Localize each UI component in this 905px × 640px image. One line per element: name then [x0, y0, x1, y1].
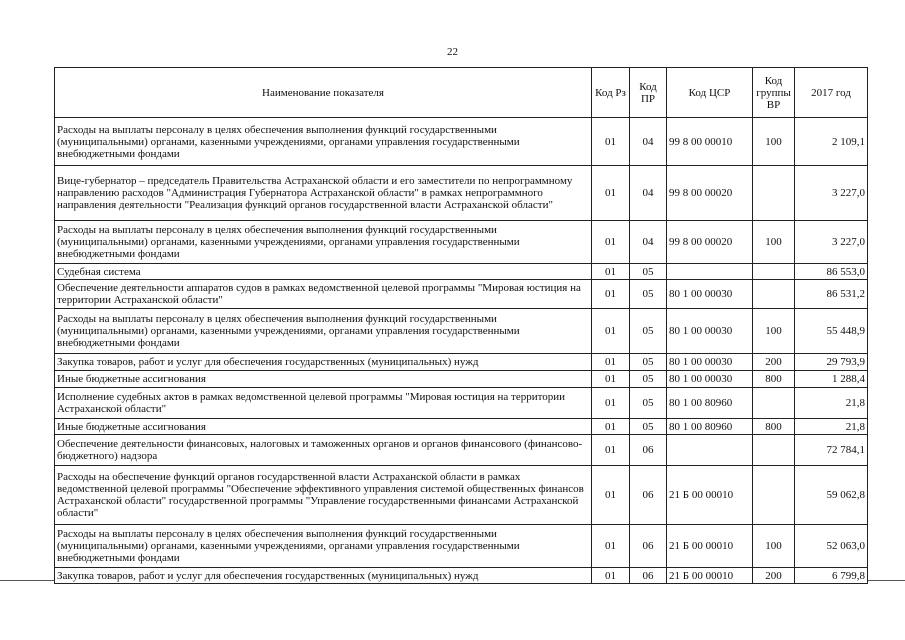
- row-amount: 3 227,0: [795, 166, 868, 221]
- row-vr: 100: [753, 118, 795, 166]
- row-rz: 01: [592, 166, 630, 221]
- row-csr: 21 Б 00 00010: [667, 525, 753, 568]
- row-pr: 04: [630, 166, 667, 221]
- row-name: Вице-губернатор – председатель Правительства Астраханской области и его заместители по непрограммному направлению расходов "Администрация Губернатора Астраханской области" в рамках непрограммного направления деятельности "Реализация функций органов государственной власти Астраханской области": [55, 166, 592, 221]
- row-name: Закупка товаров, работ и услуг для обеспечения государственных (муниципальных) нужд: [55, 568, 592, 584]
- row-vr: [753, 280, 795, 309]
- row-csr: 80 1 00 00030: [667, 309, 753, 354]
- row-vr: 800: [753, 371, 795, 388]
- row-pr: 05: [630, 419, 667, 435]
- table-row: [55, 221, 868, 264]
- row-csr: 80 1 00 80960: [667, 419, 753, 435]
- row-name: Расходы на выплаты персоналу в целях обеспечения выполнения функций государственными (муниципальными) органами, казенными учреждениями, органами управления государственными внебюджетными фондами: [55, 221, 592, 264]
- table-row: [55, 525, 868, 568]
- row-csr: [667, 264, 753, 280]
- row-pr: 06: [630, 525, 667, 568]
- row-csr: 99 8 00 00020: [667, 166, 753, 221]
- table-header-row: [55, 68, 868, 118]
- header-rz: Код Рз: [592, 68, 630, 118]
- row-vr: 200: [753, 568, 795, 584]
- row-vr: [753, 466, 795, 525]
- table-row: [55, 309, 868, 354]
- row-vr: [753, 264, 795, 280]
- row-rz: 01: [592, 309, 630, 354]
- row-pr: 06: [630, 568, 667, 584]
- table-row: [55, 280, 868, 309]
- row-name: Расходы на выплаты персоналу в целях обеспечения выполнения функций государственными (муниципальными) органами, казенными учреждениями, органами управления государственными внебюджетными фондами: [55, 309, 592, 354]
- row-csr: [667, 435, 753, 466]
- row-amount: 86 553,0: [795, 264, 868, 280]
- row-vr: [753, 388, 795, 419]
- table-row: [55, 435, 868, 466]
- row-rz: 01: [592, 221, 630, 264]
- row-amount: 55 448,9: [795, 309, 868, 354]
- row-pr: 04: [630, 118, 667, 166]
- row-pr: 05: [630, 371, 667, 388]
- row-name: Обеспечение деятельности аппаратов судов в рамках ведомственной целевой программы "Мировая юстиция на территории Астраханской области": [55, 280, 592, 309]
- row-name: Судебная система: [55, 264, 592, 280]
- table-row: [55, 568, 868, 584]
- row-csr: 99 8 00 00020: [667, 221, 753, 264]
- table-row: [55, 371, 868, 388]
- row-pr: 05: [630, 354, 667, 371]
- row-vr: 100: [753, 221, 795, 264]
- row-amount: 3 227,0: [795, 221, 868, 264]
- row-csr: 80 1 00 00030: [667, 371, 753, 388]
- table-row: [55, 419, 868, 435]
- row-vr: 100: [753, 309, 795, 354]
- row-csr: 99 8 00 00010: [667, 118, 753, 166]
- row-rz: 01: [592, 264, 630, 280]
- row-amount: 86 531,2: [795, 280, 868, 309]
- row-amount: 1 288,4: [795, 371, 868, 388]
- row-amount: 2 109,1: [795, 118, 868, 166]
- row-csr: 80 1 00 00030: [667, 280, 753, 309]
- row-amount: 52 063,0: [795, 525, 868, 568]
- header-pr: Код ПР: [630, 68, 667, 118]
- row-pr: 05: [630, 388, 667, 419]
- row-rz: 01: [592, 419, 630, 435]
- row-name: Расходы на выплаты персоналу в целях обеспечения выполнения функций государственными (муниципальными) органами, казенными учреждениями, органами управления государственными внебюджетными фондами: [55, 525, 592, 568]
- header-name: Наименование показателя: [55, 68, 592, 118]
- row-amount: 59 062,8: [795, 466, 868, 525]
- row-rz: 01: [592, 354, 630, 371]
- row-pr: 05: [630, 309, 667, 354]
- table-row: [55, 118, 868, 166]
- row-rz: 01: [592, 371, 630, 388]
- row-csr: 80 1 00 00030: [667, 354, 753, 371]
- row-name: Обеспечение деятельности финансовых, налоговых и таможенных органов и органов финансового (финансово-бюджетного) надзора: [55, 435, 592, 466]
- table-row: [55, 388, 868, 419]
- table-row: [55, 466, 868, 525]
- header-csr: Код ЦСР: [667, 68, 753, 118]
- row-csr: 21 Б 00 00010: [667, 568, 753, 584]
- row-pr: 06: [630, 435, 667, 466]
- row-amount: 72 784,1: [795, 435, 868, 466]
- table-row: [55, 354, 868, 371]
- row-amount: 21,8: [795, 419, 868, 435]
- row-amount: 6 799,8: [795, 568, 868, 584]
- header-vr: Код группы ВР: [753, 68, 795, 118]
- row-name: Расходы на обеспечение функций органов государственной власти Астраханской области в рамках ведомственной целевой программы "Обеспечение эффективного управления системой общественных финансов Астраханской области" государственной программы "Управление государственными финансами Астраханской области": [55, 466, 592, 525]
- table-row: [55, 166, 868, 221]
- row-name: Иные бюджетные ассигнования: [55, 419, 592, 435]
- row-name: Иные бюджетные ассигнования: [55, 371, 592, 388]
- row-csr: 80 1 00 80960: [667, 388, 753, 419]
- row-vr: 100: [753, 525, 795, 568]
- row-rz: 01: [592, 388, 630, 419]
- row-pr: 06: [630, 466, 667, 525]
- row-csr: 21 Б 00 00010: [667, 466, 753, 525]
- row-amount: 21,8: [795, 388, 868, 419]
- row-pr: 04: [630, 221, 667, 264]
- row-rz: 01: [592, 435, 630, 466]
- row-rz: 01: [592, 466, 630, 525]
- row-amount: 29 793,9: [795, 354, 868, 371]
- table-row: [55, 264, 868, 280]
- row-vr: [753, 435, 795, 466]
- row-rz: 01: [592, 568, 630, 584]
- row-name: Закупка товаров, работ и услуг для обеспечения государственных (муниципальных) нужд: [55, 354, 592, 371]
- row-rz: 01: [592, 280, 630, 309]
- row-name: Расходы на выплаты персоналу в целях обеспечения выполнения функций государственными (муниципальными) органами, казенными учреждениями, органами управления государственными внебюджетными фондами: [55, 118, 592, 166]
- row-rz: 01: [592, 118, 630, 166]
- row-name: Исполнение судебных актов в рамках ведомственной целевой программы "Мировая юстиция на территории Астраханской области": [55, 388, 592, 419]
- row-vr: 800: [753, 419, 795, 435]
- page-number: 22: [447, 46, 458, 58]
- row-pr: 05: [630, 280, 667, 309]
- row-vr: [753, 166, 795, 221]
- budget-table: [54, 67, 868, 584]
- header-year: 2017 год: [795, 68, 868, 118]
- row-pr: 05: [630, 264, 667, 280]
- row-rz: 01: [592, 525, 630, 568]
- row-vr: 200: [753, 354, 795, 371]
